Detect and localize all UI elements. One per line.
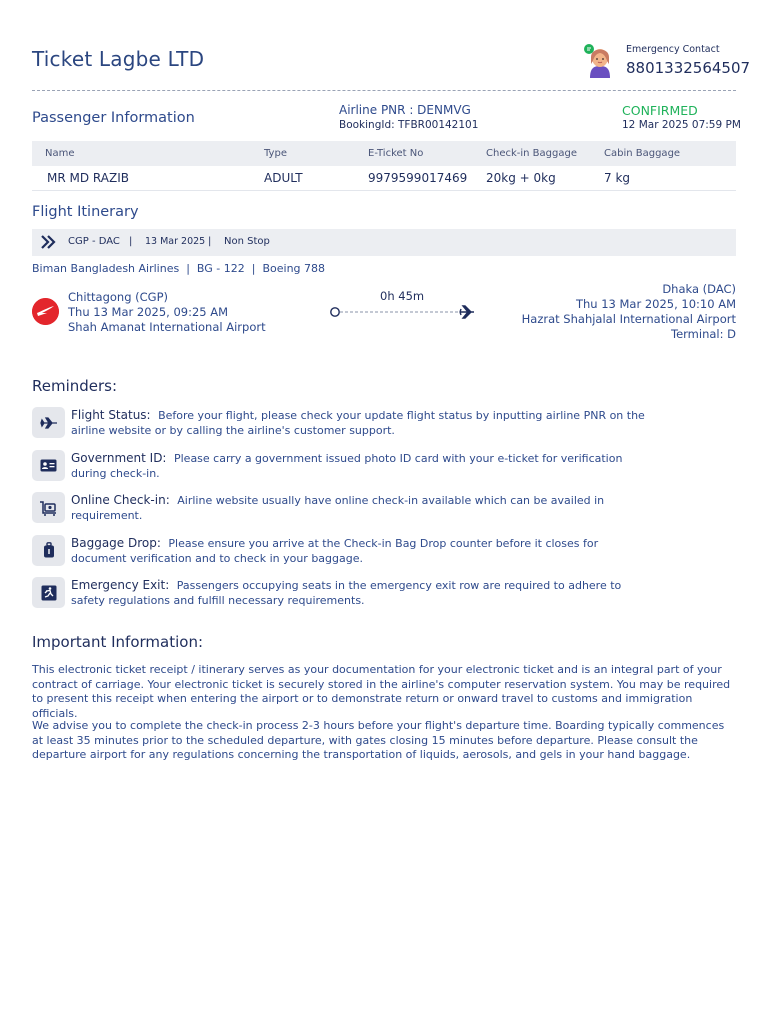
check-in-icon <box>32 492 65 523</box>
passenger-info-title: Passenger Information <box>32 110 195 126</box>
reminder-baggage-drop <box>32 535 736 575</box>
reminder-text <box>71 493 651 523</box>
separator: | <box>186 262 190 275</box>
route-stops: Non Stop <box>224 236 270 247</box>
booking-id: BookingId: TFBR00142101 <box>339 119 479 131</box>
reminder-online-checkin <box>32 492 736 532</box>
column-header-checkin-baggage: Check-in Baggage <box>486 148 577 159</box>
passenger-table-header <box>32 141 736 166</box>
route-code: CGP - DAC <box>68 236 120 247</box>
reminder-label: Baggage Drop: <box>71 536 161 550</box>
reminder-text <box>71 578 651 608</box>
eticket-number: 9979599017469 <box>368 171 468 185</box>
column-header-eticket: E-Ticket No <box>368 148 424 159</box>
column-header-cabin-baggage: Cabin Baggage <box>604 148 681 159</box>
important-info-paragraph: We advise you to complete the check-in process 2-3 hours before your flight's departure time. Boarding typically commences at least 35 minutes prior to the scheduled departure, with gates closing 15 minutes before departure. Please consult the departure airport for any regulations concerning the transportation of liquids, aerosols, and gels in your hand baggage. <box>32 719 725 761</box>
reminder-label: Government ID: <box>71 451 167 465</box>
support-agent-avatar <box>582 42 618 78</box>
important-info-title: Important Information: <box>32 633 204 651</box>
header-divider <box>32 90 736 91</box>
reminder-description: Passengers occupying seats in the emergency exit row are required to adhere to safety regulations and fulfill necessary requirements. <box>71 579 622 607</box>
passenger-name: MR MD RAZIB <box>47 171 129 185</box>
route-separator: | <box>208 236 212 247</box>
arrival-city: Dhaka (DAC) <box>662 282 736 296</box>
reminder-flight-status <box>32 407 736 447</box>
reminder-label: Online Check-in: <box>71 493 170 507</box>
reminder-government-id <box>32 450 736 490</box>
important-info-paragraph: This electronic ticket receipt / itinerary serves as your documentation for your electronic ticket and is an integral part of your contract of carriage. Your electronic ticket is securely stored in the airline's computer reservation system. You may be required to present this receipt when entering the airport or to demonstrate return or onward travel to customs and immigration officials. <box>32 663 731 720</box>
reminder-description: Please ensure you arrive at the Check-in Bag Drop counter before it closes for document verification and to check in your baggage. <box>71 537 599 565</box>
airline-info <box>32 262 325 275</box>
aircraft-type: Boeing 788 <box>262 262 326 275</box>
double-chevron-right-icon <box>40 234 58 250</box>
reminder-description: Before your flight, please check your update flight status by inputting airline PNR on the airline website or by calling the airline's customer support. <box>71 409 645 437</box>
departure-airport: Shah Amanat International Airport <box>68 320 266 334</box>
column-header-type: Type <box>264 148 287 159</box>
reminder-label: Flight Status: <box>71 408 151 422</box>
passenger-type: ADULT <box>264 171 303 185</box>
separator: | <box>251 262 256 275</box>
reminder-emergency-exit <box>32 577 736 617</box>
issue-datetime: 12 Mar 2025 07:59 PM <box>622 119 741 131</box>
reminders-title: Reminders: <box>32 377 118 395</box>
departure-city: Chittagong (CGP) <box>68 290 169 304</box>
reminder-description: Airline website usually have online check-in available which can be availed in requirement. <box>71 494 605 522</box>
plane-icon <box>32 407 65 438</box>
reminder-description: Please carry a government issued photo ID card with your e-ticket for verification during check-in. <box>71 452 623 480</box>
table-row <box>32 166 736 191</box>
flight-number: BG - 122 <box>196 262 245 275</box>
emergency-contact-phone[interactable]: 8801332564507 <box>626 59 751 77</box>
airline-pnr: Airline PNR : DENMVG <box>339 103 471 117</box>
reminder-text <box>71 408 651 438</box>
reminder-text <box>71 536 651 566</box>
luggage-icon <box>32 535 65 566</box>
booking-status-badge: CONFIRMED <box>622 103 698 118</box>
company-name: Ticket Lagbe LTD <box>32 47 205 71</box>
reminder-text <box>71 451 651 481</box>
cabin-baggage: 7 kg <box>604 171 631 185</box>
column-header-name: Name <box>45 148 75 159</box>
emergency-exit-icon <box>32 577 65 608</box>
arrival-datetime: Thu 13 Mar 2025, 10:10 AM <box>575 297 736 311</box>
emergency-contact-label: Emergency Contact <box>626 44 720 55</box>
airline-logo-icon <box>32 298 59 325</box>
airplane-icon <box>460 306 474 318</box>
arrival-terminal: Terminal: D <box>671 327 736 341</box>
reminder-label: Emergency Exit: <box>71 578 170 592</box>
flight-path-line <box>329 304 475 320</box>
airline-name: Biman Bangladesh Airlines <box>32 262 180 275</box>
route-summary-bar <box>32 229 736 256</box>
flight-itinerary-title: Flight Itinerary <box>32 204 139 220</box>
arrival-airport: Hazrat Shahjalal International Airport <box>521 312 736 326</box>
route-separator: | <box>129 236 133 247</box>
flight-duration: 0h 45m <box>380 289 425 303</box>
id-card-icon <box>32 450 65 481</box>
checkin-baggage: 20kg + 0kg <box>486 171 556 185</box>
departure-datetime: Thu 13 Mar 2025, 09:25 AM <box>68 305 229 319</box>
route-date: 13 Mar 2025 <box>145 236 206 247</box>
